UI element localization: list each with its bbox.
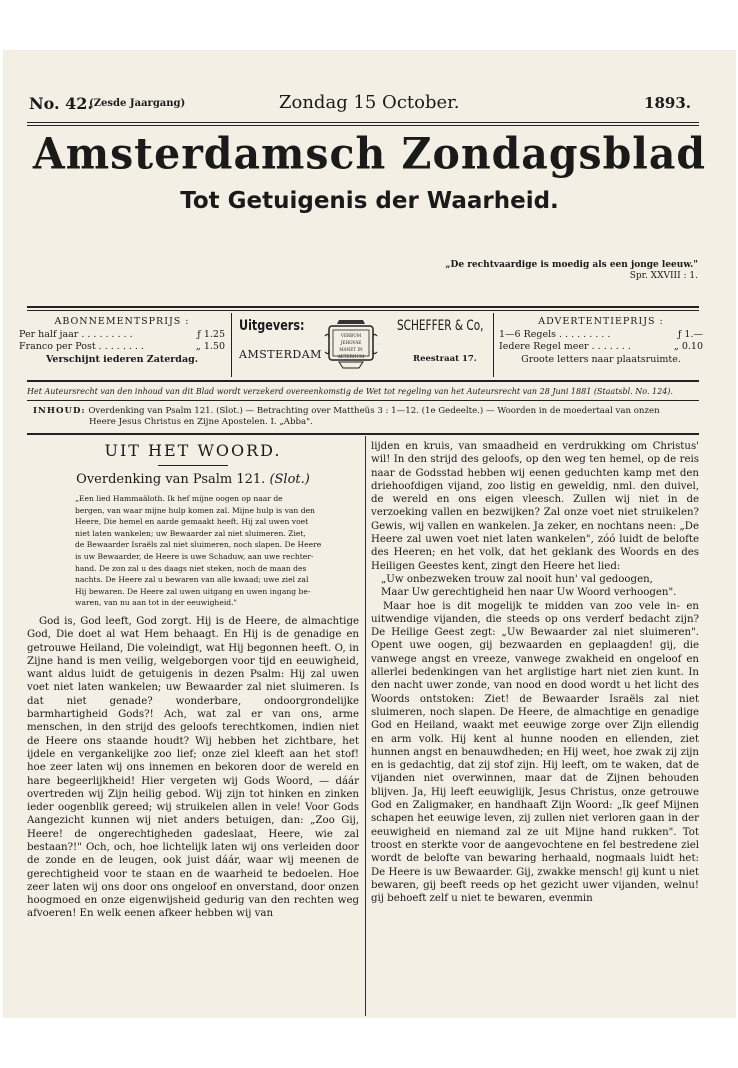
newspaper-title: Amsterdamsch Zondagsblad xyxy=(32,128,707,180)
masthead-rule-top xyxy=(27,122,699,123)
article-title-text: Overdenking van Psalm 121. xyxy=(76,472,266,487)
epigraph-line: Heere, Die hemel en aarde gemaakt heeft. Hij zal uwen voet xyxy=(75,517,309,527)
info-rule-top xyxy=(27,306,699,308)
article-title xyxy=(27,471,359,489)
advertising-row xyxy=(499,341,703,354)
article-body-left xyxy=(27,615,359,921)
subscription-heading: ABONNEMENTSPRIJS : xyxy=(54,316,190,327)
contents-label: INHOUD: xyxy=(33,406,86,416)
subscription-label: Per half jaar . . . . . . . . . xyxy=(19,328,133,340)
emblem-line: VERBUM JEHOVAE xyxy=(340,333,362,345)
divider xyxy=(493,313,494,377)
advertising-row xyxy=(499,329,703,342)
publisher-label: Uitgevers: xyxy=(239,318,305,334)
epigraph-line: „Een lied Hammaäloth. Ik hef mijne oogen op naar de xyxy=(75,494,283,503)
epigraph-line: bergen, van waar mijne hulp komen zal. Mijne hulp is van den xyxy=(75,505,315,515)
contents-rule xyxy=(27,433,699,435)
divider xyxy=(231,313,232,377)
left-column xyxy=(27,440,359,1015)
copyright-notice: Het Auteursrecht van den inhoud van dit Blad wordt verzekerd overeenkomstig de Wet tot regeling van het Auteursrecht van 28 Juni 1881 (Staatsbl. No. 124). xyxy=(27,387,673,396)
subscription-label: Franco per Post . . . . . . . . xyxy=(19,341,144,353)
contents-line xyxy=(33,406,699,417)
subscription-price: „ 1.50 xyxy=(195,341,225,353)
epigraph-line: is uw Bewaarder, de Heere is uwe Schaduw, aan uwe rechter- xyxy=(75,551,314,561)
motto-reference: Spr. XXVIII : 1. xyxy=(629,271,698,281)
advertising-box xyxy=(499,316,703,366)
motto-text: „De rechtvaardige is moedig als een jonge leeuw." xyxy=(445,260,698,270)
advertising-label: 1—6 Regels . . . . . . . . . xyxy=(499,328,611,340)
subscription-price: ƒ 1.25 xyxy=(197,328,225,340)
epigraph-line: de Bewaarder Israëls zal niet sluimeren, noch slapen. De Heere xyxy=(75,540,322,550)
issue-year: 1893. xyxy=(644,94,691,112)
article-title-suffix: (Slot.) xyxy=(269,472,310,487)
paragraph: God is, God leeft, God zorgt. Hij is de Heere, de almachtige God, Die doet al wat Hem behaagt. En Hij is de genadige en getrouwe Heiland, Die voleindigt, wat Hij begonnen heeft. O, in Zijne hand is men veilig, welgeborgen voor tijd en eeuwigheid, want aldus luidt de getuigenis in dezen Psalm: Hij zal uwen voet niet laten wankelen; uw Bewaarder zal niet sluimeren. Is dat niet genade? wonderbare, ondoorgrondelijke barmhartigheid Gods?! Ach, wat zal er van ons, arme menschen, in den strijd des geloofs terechtkomen, indien niet de Heere ons staande houdt? Wij hebben het zichtbare, het ijdele en vergankelijke zoo lief; onze ziel kleeft aan het stof! hoe zeer laten wij ons innemen en bekoren door de wereld en hare begeerlijkheid! Hier vergeten wij Gods Woord, — dáár overtreden wij Zijn heilig gebod. Wij zijn tot hinken en zinken ieder oogenblik gereed; wij struikelen allen in vele! Voor Gods Aangezicht kunnen wij niet anders betuigen, dan: „Zoo Gij, Heere! de ongerechtigheden gadeslaat, Heere, wie zal bestaan?!" Och, och, hoe lichtelijk laten wij ons verleiden door de zonde en de leugen, ook juist dáár, waar wij meenen de gerechtigheid voor te staan en de waarheid te bedoelen. Hoe zeer laten wij ons door ons ongeloof en onverstand, door onzen hoogmoed en onze eigenwijsheid gedurig van den rechten weg afvoeren! En welk eenen afkeer hebben wij van xyxy=(27,615,359,920)
epigraph-line: niet laten wankelen; uw Bewaarder zal niet sluimeren. Ziet, xyxy=(75,528,306,538)
emblem-text xyxy=(333,332,369,360)
advertising-label: Iedere Regel meer . . . . . . . xyxy=(499,341,631,353)
newspaper-subtitle: Tot Getuigenis der Waarheid. xyxy=(180,188,559,214)
section-heading: UIT HET WOORD. xyxy=(104,441,282,460)
advertising-price: ƒ 1.— xyxy=(677,328,703,340)
info-rule-top-2 xyxy=(27,310,699,311)
publisher-city: AMSTERDAM xyxy=(239,348,322,361)
publisher-name: SCHEFFER & Co, xyxy=(397,318,484,334)
subscription-box xyxy=(19,316,225,366)
emblem-line: AETERNUM xyxy=(337,354,365,359)
paragraph: Maar hoe is dit mogelijk te midden van zoo vele in- en uitwendige vijanden, die steeds op ons verderf bedacht zijn? De Heilige Geest zegt: „Uw Bewaarder zal niet sluimeren". Opent uwe oogen, gij bezwaarden en geplaagden! gij, die vanwege angst en vreeze, vanwege zwakheid en ongeloof en allerlei bedenkingen van het arglistige hart niet zien kunt. In den nacht uwer zonde, van nood en dood wordt u het licht des Woords ontstoken: Ziet! de Bewaarder Israëls zal niet sluimeren, noch slapen. De Heere, de almachtige en genadige God en Heiland, waakt met eeuwige zorge over Zijn ellendig en arm volk. Hij kent al hunne nooden en ellenden, ziet hunnen angst en benauwdheden; en Hij weet, hoe zwak zij zijn en is gedachtig, dat zij stof zijn. Hij leeft, om te waken, dat de vijanden niet overwinnen, maar dat de Zijnen behouden blijven. Ja, Hij leeft eeuwiglijk, Jesus Christus, onze getrouwe God en Zaligmaker, en handhaaft Zijn Woord: „Ik geef Mijnen schapen het eeuwige leven, zij zullen niet verloren gaan in der eeuwigheid en niemand zal ze uit Mijne hand rukken". Tot troost en sterkte voor de aangevochtene en fel bestredene ziel wordt de belofte van bewaring herhaald, nogmaals luidt het: De Heere is uw Bewaarder. Gij, zwakke mensch! gij kunt u niet bewaren, gij beeft reeds op het gezicht uwer vijanden, welnu! gij behoeft zelf u niet te bewaren, evenmin xyxy=(371,600,699,905)
epigraph xyxy=(75,493,347,609)
column-divider xyxy=(365,436,366,1016)
epigraph-line: nachts. De Heere zal u bewaren van alle kwaad; uwe ziel zal xyxy=(75,575,309,585)
publisher-box xyxy=(237,316,491,376)
issue-date: Zondag 15 October. xyxy=(279,92,460,113)
verse-line: „Uw onbezweken trouw zal nooit hun' val gedoogen, xyxy=(381,573,653,585)
issue-number: No. 42. xyxy=(29,94,93,113)
newspaper-page xyxy=(3,50,736,1018)
publisher-address: Reestraat 17. xyxy=(413,354,477,364)
contents-block xyxy=(33,406,699,428)
publisher-emblem xyxy=(323,316,379,372)
epigraph-line: hand. De zon zal u des daags niet steken, noch de maan des xyxy=(75,563,307,573)
advertising-note: Groote letters naar plaatsruimte. xyxy=(521,353,681,365)
subscription-row xyxy=(19,329,225,342)
subscription-note: Verschijnt iederen Zaterdag. xyxy=(45,353,199,365)
copyright-rule xyxy=(27,400,699,401)
section-rule xyxy=(158,465,228,466)
right-column xyxy=(371,440,699,1015)
contents-text: Overdenking van Psalm 121. (Slot.) — Betrachting over Mattheüs 3 : 1—12. (1e Gedeelte.) — Woorden in de moedertaal van onzen xyxy=(88,406,660,416)
emblem-line: MANET IN xyxy=(339,347,363,352)
volume-label: (Zesde Jaargang) xyxy=(89,98,186,109)
contents-line: Heere Jesus Christus en Zijne Apostelen. I. „Abba". xyxy=(89,417,313,427)
epigraph-line: waren, van nu aan tot in der eeuwigheid." xyxy=(75,598,238,608)
article-body-right xyxy=(371,440,699,905)
advertising-heading: ADVERTENTIEPRIJS : xyxy=(538,316,664,327)
advertising-price: „ 0.10 xyxy=(673,341,703,353)
issue-line xyxy=(29,94,697,114)
motto-block xyxy=(445,260,698,282)
verse-line: Maar Uw gerechtigheid hen naar Uw Woord verhoogen". xyxy=(381,587,677,599)
epigraph-line: Hij bewaren. De Heere zal uwen uitgang en uwen ingang be- xyxy=(75,586,311,596)
paragraph: lijden en kruis, van smaadheid en verdrukking om Christus' wil! In den strijd des geloofs, op den weg ten hemel, op de reis naar de Godsstad hebben wij eenen geduchten kamp met den driehoofdigen vijand, zoo listig en geweldig, nml. den duivel, de wereld en ons eigen vleesch. Zullen wij niet in de verzoeking vallen en bezwijken? Zal onze voet niet struikelen? Gewis, wij vallen en wankelen. Ja zeker, en nochtans neen: „De Heere zal uwen voet niet laten wankelen", zóó luidt de belofte des Heeren; en het volk, dat het geklank des Woords en des Heiligen Geestes kent, zingt den Heere het lied: xyxy=(371,441,699,572)
info-rule-bottom xyxy=(27,380,699,382)
subscription-row xyxy=(19,341,225,354)
